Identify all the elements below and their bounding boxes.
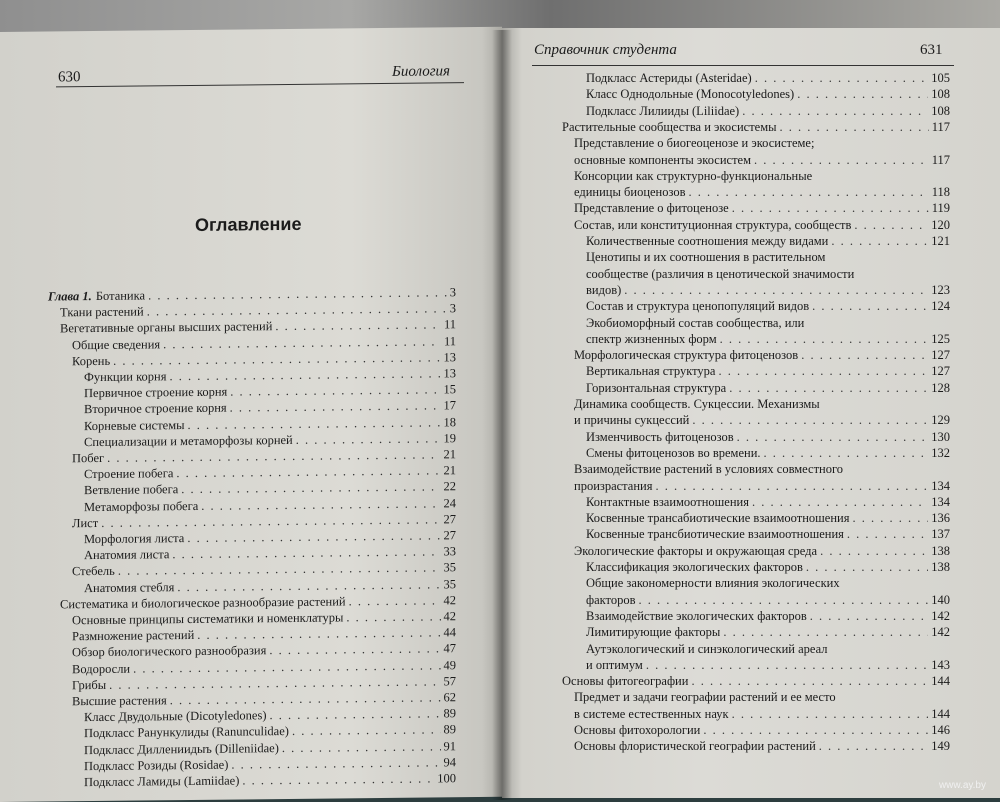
page-number: 631 [920, 42, 943, 58]
toc-entry [586, 624, 950, 641]
toc-entry-title: Анатомия листа [84, 547, 170, 563]
toc-entry-title: Основы флористической географии растений [574, 739, 816, 754]
toc-entry [586, 526, 950, 543]
dot-leader [646, 657, 928, 674]
toc-entry [574, 152, 950, 169]
toc-entry-title: видов) [586, 282, 622, 297]
toc-entry-title: Обзор биологического разнообразия [72, 643, 267, 660]
toc-entry-page: 18 [443, 414, 456, 429]
dot-leader [831, 233, 928, 250]
toc-entry-title: Основы фитохорологии [574, 723, 701, 737]
toc-entry [586, 510, 950, 527]
toc-entry-page: 17 [443, 398, 456, 413]
toc-entry [574, 217, 950, 234]
toc-entry-page: 117 [931, 119, 950, 134]
toc-entry-title: факторов [586, 592, 636, 607]
toc-entry-page: 27 [443, 512, 456, 527]
toc-entry-page: 138 [931, 560, 950, 574]
toc-entry [574, 478, 950, 495]
toc-entry-page: 105 [931, 71, 950, 85]
toc-entry-page: 21 [443, 447, 456, 462]
toc-entry-title: Представление о биогеоценозе и экосистеме; [574, 136, 815, 151]
toc-entry-title: Предмет и задачи географии растений и ее место [574, 690, 836, 705]
book-spine-shadow [492, 30, 512, 800]
toc-entry [562, 119, 950, 136]
toc-entry-title: Подкласс Астериды (Asteridae) [586, 71, 752, 85]
dot-leader [737, 429, 929, 446]
toc-entry [586, 315, 950, 332]
toc-entry-page: 149 [931, 739, 950, 754]
dot-leader [797, 86, 928, 103]
toc-entry-page: 130 [931, 429, 950, 444]
toc-entry [586, 445, 950, 462]
toc-entry [586, 657, 950, 674]
toc-entry-title: Общие закономерности влияния экологических [586, 576, 840, 591]
toc-entry-title: спектр жизненных форм [586, 331, 717, 346]
toc-entry [586, 641, 950, 658]
toc-entry-title: Первичное строение корня [84, 384, 228, 401]
toc-entry-page: 136 [931, 511, 950, 526]
dot-leader [742, 103, 928, 120]
toc-entry [586, 494, 950, 511]
toc-entry-page: 11 [443, 317, 456, 332]
toc-entry-page: 33 [443, 544, 456, 559]
toc-entry [586, 592, 950, 609]
toc-entry-page: 132 [931, 445, 950, 460]
dot-leader [819, 738, 928, 755]
toc-entry-page: 144 [931, 706, 950, 721]
toc-entry-title: Корень [72, 353, 111, 369]
toc-entry-title: Побег [72, 450, 105, 466]
dot-leader [732, 200, 929, 217]
toc-entry-title: Строение побега [84, 466, 174, 482]
toc-entry-title: Морфологическая структура фитоценозов [574, 348, 799, 363]
toc-entry-page: 11 [443, 333, 456, 348]
toc-entry-page: 142 [931, 608, 950, 623]
running-title: Справочник студента [534, 42, 677, 58]
dot-leader [764, 445, 929, 462]
toc-entry-title: Консорции как структурно-функциональные [574, 168, 813, 183]
toc-entry-title: Классификация экологических факторов [586, 560, 803, 574]
toc-entry-title: Вторичное строение корня [84, 401, 227, 417]
toc-entry [574, 689, 950, 706]
toc-entry-page: 134 [931, 494, 950, 509]
header-rule [532, 65, 954, 66]
toc-entry [586, 70, 950, 87]
dot-leader [703, 722, 928, 739]
toc-entry-title: Вертикальная структура [586, 364, 716, 379]
toc-entry-title: Класс Двудольные (Dicotyledones) [84, 708, 267, 725]
dot-leader [689, 184, 929, 201]
toc-entry-page: 137 [931, 527, 950, 542]
toc-entry-page: 140 [931, 592, 950, 607]
toc-entry-page: 127 [931, 348, 950, 363]
toc-entry [574, 738, 950, 755]
toc-entry-page: 125 [931, 331, 950, 346]
toc-entry-title: Состав и структура ценопопуляций видов [586, 299, 810, 314]
dot-leader [755, 70, 929, 87]
toc-entry-page: 123 [931, 282, 950, 297]
toc-entry-title: Функции корня [84, 369, 167, 385]
toc-entry-page: 15 [443, 382, 456, 397]
toc-entry-page: 127 [931, 364, 950, 379]
toc-entry-page: 138 [931, 543, 950, 558]
toc-entry-title: Ветвление побега [84, 482, 179, 498]
toc-entry-page: 120 [931, 217, 950, 232]
toc-entry-title: и оптимум [586, 657, 643, 672]
toc-entry [574, 347, 950, 364]
running-title: Биология [392, 63, 451, 80]
toc-entry-page: 89 [443, 706, 456, 721]
toc-entry-title: Водоросли [72, 661, 131, 676]
toc-entry-page: 13 [443, 366, 456, 381]
toc-entry-title: произрастания [574, 478, 653, 493]
watermark: www.ay.by [938, 780, 986, 791]
toc-entry-page: 24 [443, 495, 456, 510]
dot-leader [806, 559, 928, 576]
chapter-label: Глава 1. [48, 289, 92, 304]
toc-entry [586, 429, 950, 446]
toc-entry-title: Представление о фитоценозе [574, 201, 729, 216]
toc-entry [586, 363, 950, 380]
page-number: 630 [58, 69, 81, 86]
toc-entry-title: Горизонтальная структура [586, 380, 727, 395]
dot-leader [624, 282, 928, 299]
dot-leader [752, 494, 928, 511]
toc-entry-title: Ботаника [95, 288, 146, 303]
dot-leader [810, 608, 929, 625]
dot-leader [655, 478, 928, 495]
toc-entry-page: 124 [931, 299, 950, 314]
dot-leader [723, 624, 928, 641]
dot-leader [242, 770, 434, 789]
toc-entry-page: 22 [443, 479, 456, 494]
toc-entry-title: Вегетативные органы высших растений [60, 319, 273, 336]
toc-entry-title: Лимитирующие факторы [586, 625, 721, 640]
dot-leader [801, 347, 928, 364]
dot-leader [852, 510, 928, 527]
left-page [0, 27, 502, 802]
toc-entry-page: 144 [931, 674, 950, 689]
toc-entry-title: Косвенные трансабиотические взаимоотношения [586, 511, 850, 526]
toc-entry-title: Ценотипы и их соотношения в растительном [586, 250, 826, 265]
toc-entry-title: Высшие растения [72, 693, 167, 709]
toc-title: Оглавление [195, 213, 302, 235]
toc-entry-title: сообществе (различия в ценотической значимости [586, 266, 855, 281]
toc-entry-title: Размножение растений [72, 628, 195, 644]
toc-entry-page: 119 [931, 201, 950, 216]
toc-entry-page: 42 [443, 593, 456, 608]
toc-entry-title: Контактные взаимоотношения [586, 494, 749, 509]
right-page [502, 28, 1000, 798]
dot-leader [349, 592, 441, 610]
toc-entry-title: Метаморфозы побега [84, 498, 199, 514]
dot-leader [754, 152, 929, 169]
toc-entry [586, 575, 950, 592]
toc-entry-title: Косвенные трансбиотические взаимоотношения [586, 527, 844, 542]
toc-entry-page: 134 [931, 478, 950, 493]
toc-entry [586, 233, 950, 250]
toc-entry-title: Грибы [72, 677, 107, 693]
toc-entry-title: единицы биоценозов [574, 185, 686, 200]
toc-entry-page: 118 [931, 185, 950, 200]
toc-entry-page: 35 [443, 576, 456, 591]
toc-entry-page: 142 [931, 625, 950, 640]
toc-entry-title: Основы фитогеографии [562, 674, 689, 689]
toc-entry-title: Анатомия стебля [84, 579, 175, 595]
toc-entry-page: 3 [449, 285, 456, 300]
toc-entry [574, 200, 950, 217]
toc-entry-title: Подкласс Ранункулиды (Ranunculidae) [84, 724, 289, 741]
toc-entry [574, 396, 950, 413]
dot-leader [729, 380, 928, 397]
toc-entry-page: 49 [443, 657, 456, 672]
toc-entry-page: 57 [443, 674, 456, 689]
toc-entry [586, 608, 950, 625]
toc-entry [586, 266, 950, 283]
toc-entry-page: 62 [443, 690, 456, 705]
dot-leader [720, 331, 929, 348]
toc-entry-page: 91 [443, 738, 456, 753]
toc-entry [574, 135, 950, 152]
toc-entry-title: Растительные сообщества и экосистемы [562, 119, 777, 134]
toc-entry-title: Стебель [72, 564, 115, 579]
toc-entry-page: 143 [931, 657, 950, 672]
toc-entry [586, 86, 950, 103]
toc-entry-title: Корневые системы [84, 417, 185, 433]
toc-entry-page: 19 [443, 431, 456, 446]
toc-entry-page: 89 [443, 722, 456, 737]
toc-entry [586, 103, 950, 120]
toc-entry-title: Подкласс Лилииды (Liliidae) [586, 103, 740, 118]
toc-entry [586, 380, 950, 397]
toc-entry [574, 706, 950, 723]
toc-entry-title: в системе естественных наук [574, 706, 729, 721]
toc-entry [574, 722, 950, 739]
toc-entry-title: Систематика и биологическое разнообразие растений [60, 594, 346, 612]
toc-entry [586, 298, 950, 315]
toc-entry [586, 249, 950, 266]
toc-entry [586, 559, 950, 576]
left-page-header [0, 57, 502, 86]
toc-entry-page: 121 [931, 234, 950, 248]
toc-entry-page: 3 [449, 301, 456, 316]
dot-leader [780, 119, 929, 136]
toc-entry-page: 128 [931, 380, 950, 395]
toc-entry-title: Аутэкологический и синэкологический ареал [586, 641, 828, 656]
toc-entry-title: Смены фитоценозов во времени. [586, 445, 761, 460]
toc-entry-page: 42 [443, 609, 456, 624]
toc-entry-page: 108 [931, 87, 950, 102]
toc-entry-title: Класс Однодольные (Monocotyledones) [586, 87, 795, 102]
toc-entry-page: 100 [437, 771, 456, 786]
toc-entry-page: 108 [931, 103, 950, 118]
toc-entry-title: Специализации и метаморфозы корней [84, 432, 293, 449]
toc-entry-title: Динамика сообществ. Сукцессии. Механизмы [574, 397, 820, 411]
toc-entry-title: Подкласс Ламиды (Lamiidae) [84, 773, 240, 790]
toc-entry-title: Взаимодействие экологических факторов [586, 608, 807, 623]
dot-leader [812, 298, 928, 315]
toc-entry [84, 770, 456, 791]
toc-entry-title: Лист [72, 515, 99, 531]
toc-entry-title: Изменчивость фитоценозов [586, 429, 734, 444]
toc-entry [574, 543, 950, 560]
toc-entry-title: Количественные соотношения между видами [586, 234, 829, 248]
toc-entry-title: Основные принципы систематики и номенклатуры [72, 610, 344, 628]
toc-entry-title: Ткани растений [60, 304, 144, 320]
toc-entry-page: 44 [443, 625, 456, 640]
toc-entry-title: Подкласс Розиды (Rosidae) [84, 757, 229, 773]
toc-entry [562, 673, 950, 690]
toc-entry [586, 282, 950, 299]
toc-entry-title: Подкласс Диллениидыъ (Dilleniidae) [84, 740, 279, 757]
toc-entry-title: Экологические факторы и окружающая среда [574, 543, 818, 558]
toc-entry [574, 461, 950, 478]
toc-entry-title: Взаимодействие растений в условиях совместного [574, 462, 844, 477]
toc-entry-page: 13 [443, 350, 456, 365]
toc-entry [574, 184, 950, 201]
toc-entry-title: Экобиоморфный состав сообщества, или [586, 315, 805, 330]
toc-entry-title: основные компоненты экосистем [574, 152, 751, 167]
toc-entry-title: Общие сведения [72, 336, 161, 352]
toc-entry-page: 47 [443, 641, 456, 656]
dot-leader [691, 673, 928, 690]
dot-leader [639, 592, 929, 609]
toc-entry-page: 21 [443, 463, 456, 478]
toc-entry [574, 168, 950, 185]
toc-entry-page: 117 [931, 152, 950, 167]
toc-entry-title: и причины сукцессий [574, 413, 690, 428]
toc-entry-title: Морфология листа [84, 531, 185, 547]
toc-entry-page: 94 [443, 755, 456, 770]
dot-leader [692, 412, 928, 429]
dot-leader [820, 543, 928, 560]
header-rule [56, 82, 464, 87]
dot-leader [847, 526, 928, 543]
toc-entry-page: 129 [931, 413, 950, 428]
dot-leader [732, 706, 929, 723]
dot-leader [718, 363, 928, 380]
dot-leader [854, 217, 928, 234]
toc-entry-page: 27 [443, 528, 456, 543]
toc-entry-title: Состав, или конституционная структура, сообществ [574, 217, 852, 232]
dot-leader [346, 608, 440, 626]
toc-entry-page: 35 [443, 560, 456, 575]
toc-entry [574, 412, 950, 429]
toc-entry-page: 146 [931, 723, 950, 737]
toc-entry [586, 331, 950, 348]
